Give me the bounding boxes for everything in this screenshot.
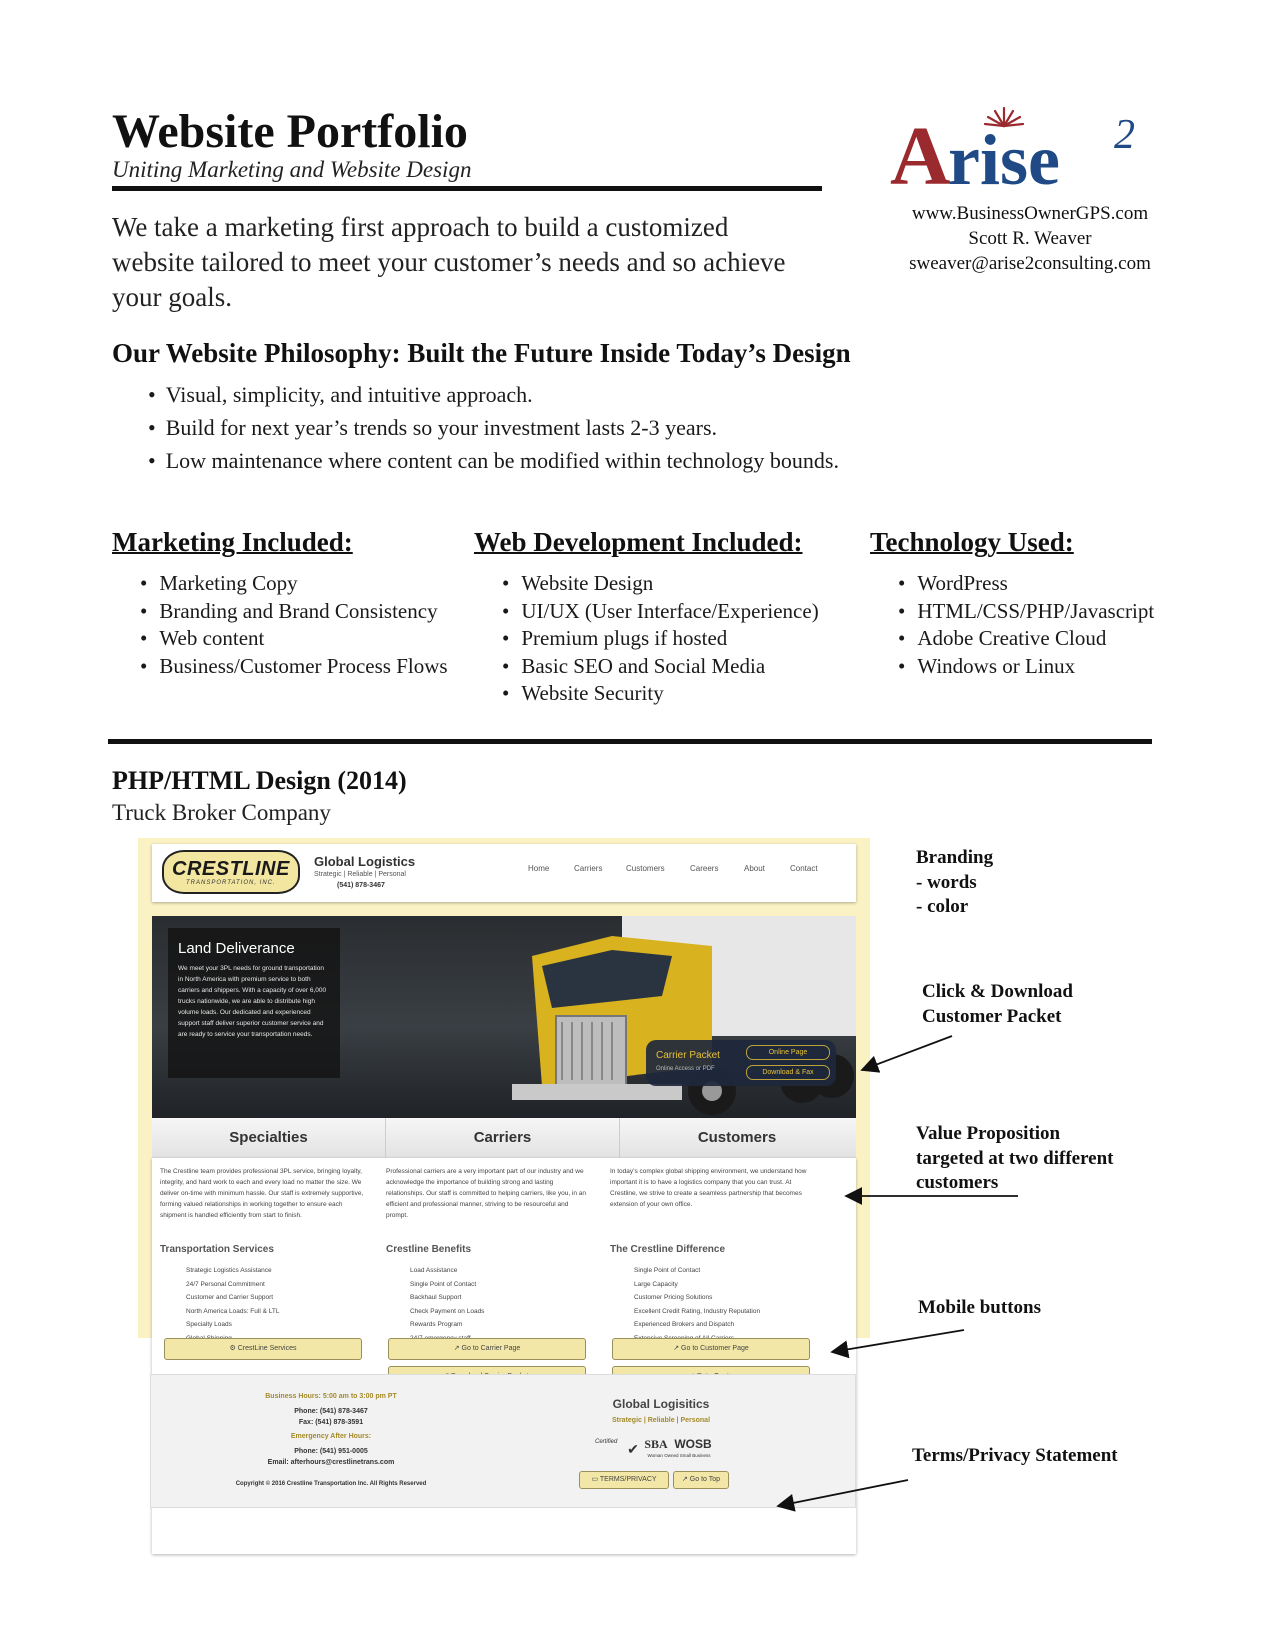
list-item: Excellent Credit Rating, Industry Reputation (634, 1307, 761, 1315)
annotation-terms: Terms/Privacy Statement (912, 1445, 1118, 1466)
packet-title: Carrier Packet (656, 1050, 720, 1061)
list-item: Specialty Loads (186, 1321, 232, 1328)
tab-customers[interactable]: Customers (697, 1129, 777, 1146)
wosb-sub-label: Woman Owned Small Business (647, 1453, 711, 1458)
list-item: • Windows or Linux (898, 653, 1154, 681)
list-item: • Low maintenance where content can be modified within technology bounds. (148, 444, 839, 477)
list-item: • HTML/CSS/PHP/Javascript (898, 598, 1154, 626)
hero-body: We meet your 3PL needs for ground transportation in North America with premium service to both carriers and shippers. With a capacity of over 6,000 trucks nationwide, we are able to distribute high volume loads. Our dedicated and experienced support staff deliver superior customer service and are ready to service your transportation needs. (178, 965, 327, 1038)
terms-privacy-button[interactable]: ▭ TERMS/PRIVACY (579, 1471, 669, 1489)
list-item: • UI/UX (User Interface/Experience) (502, 598, 819, 626)
list-item: Customer Pricing Solutions (634, 1294, 713, 1301)
hero-title: Land Deliverance (178, 940, 295, 957)
contact-name: Scott R. Weaver (968, 228, 1092, 249)
customers-text: In today’s complex global shipping environment, we understand how important it is to have a logistics company that you can trust. At Crestline, we strive to create a seamless partnership that becomes extension of your own office. (610, 1168, 807, 1208)
footer-copyright: Copyright © 2016 Crestline Transportation Inc. All Rights Reserved (235, 1481, 427, 1487)
list-item: Strategic Logistics Assistance (186, 1267, 272, 1274)
page-subtitle: Uniting Marketing and Website Design (112, 157, 472, 182)
external-link-icon: ↗ (453, 1345, 462, 1352)
list-item: • Website Design (502, 570, 819, 598)
customer-page-button[interactable]: ↗ Go to Customer Page (612, 1338, 810, 1360)
list-item: Single Point of Contact (410, 1280, 477, 1288)
webdev-heading: Web Development Included: (474, 527, 803, 557)
annotation-value-proposition: Value Proposition targeted at two different customers (916, 1123, 1114, 1193)
footer-emergency-label: Emergency After Hours: (290, 1433, 372, 1440)
annotation-mobile-buttons: Mobile buttons (918, 1297, 1041, 1318)
link-icon: ⚙ (229, 1345, 238, 1352)
wosb-label: WOSB (674, 1437, 712, 1451)
list-item: Rewards Program (410, 1321, 463, 1328)
philosophy-heading: Our Website Philosophy: Built the Future Inside Today’s Design (112, 338, 851, 368)
technology-heading: Technology Used: (870, 527, 1074, 557)
specialties-text: The Crestline team provides professional 3PL service, bringing loyalty, integrity, and hard work to each and every load no matter the size. We deliver on-time with minimum hassle. Our staff is extremely supportive, forming valued relationships in working together to ensure each shipment is handled efficiently from start to finish. (160, 1168, 364, 1219)
external-link-icon: ↗ (681, 1476, 690, 1483)
download-fax-button[interactable]: Download & Fax (746, 1065, 830, 1080)
crestline-services-button[interactable]: ⚙ CrestLine Services (164, 1338, 362, 1360)
list-item: • Build for next year’s trends so your investment lasts 2-3 years. (148, 411, 839, 444)
sba-label: SBA (644, 1437, 668, 1451)
list-item: • Adobe Creative Cloud (898, 625, 1154, 653)
list-item: • Marketing Copy (140, 570, 448, 598)
footer-emergency-phone: Phone: (541) 951-0005 (294, 1448, 368, 1455)
nav-home[interactable]: Home (528, 864, 550, 873)
tab-carriers[interactable]: Carriers (386, 1118, 620, 1158)
certified-label: Certified (595, 1439, 618, 1445)
list-item: Check Payment on Loads (410, 1307, 485, 1315)
list-item: Backhaul Support (410, 1294, 462, 1301)
carriers-text: Professional carriers are a very important part of our industry and we acknowledge the importance of building strong and lasting relationships. Our staff is committed to helping carriers, like you, in an efficient and professional manner, striving to be resourceful and prompt. (386, 1168, 587, 1219)
list-item: Single Point of Contact (634, 1267, 701, 1274)
project-heading: PHP/HTML Design (2014) (112, 766, 407, 795)
annotation-download: Click & Download Customer Packet (922, 981, 1073, 1027)
footer-fax: Fax: (541) 878-3591 (298, 1419, 364, 1426)
logo-letters-rise: rise (948, 120, 1060, 200)
checkmark-icon: ✔ (627, 1441, 639, 1457)
list-item: • Visual, simplicity, and intuitive approach. (148, 378, 839, 411)
footer-hours: Business Hours: 5:00 am to 3:00 pm PT (265, 1393, 397, 1400)
list-item: Customer and Carrier Support (186, 1294, 274, 1301)
list-item: Experienced Brokers and Dispatch (634, 1321, 735, 1328)
difference-heading: The Crestline Difference (610, 1244, 726, 1255)
list-item: Large Capacity (634, 1280, 678, 1288)
contact-website[interactable]: www.BusinessOwnerGPS.com (911, 203, 1149, 224)
marketing-heading: Marketing Included: (112, 527, 353, 557)
list-item: • Branding and Brand Consistency (140, 598, 448, 626)
footer-phone: Phone: (541) 878-3467 (294, 1408, 368, 1415)
footer-emergency-email[interactable]: Email: afterhours@crestlinetrans.com (267, 1459, 395, 1466)
benefits-heading: Crestline Benefits (386, 1244, 472, 1255)
footer-brand-title: Global Logisitics (612, 1397, 710, 1411)
annotation-branding: Branding - words - color (916, 847, 994, 917)
list-item: 24/7 Personal Commitment (186, 1280, 265, 1288)
go-to-top-button[interactable]: ↗ Go to Top (673, 1471, 729, 1489)
site-brand-title: Global Logistics (314, 854, 416, 869)
list-item: • WordPress (898, 570, 1154, 598)
nav-carriers[interactable]: Carriers (574, 864, 603, 873)
card-icon: ▭ (591, 1476, 600, 1483)
tab-specialties[interactable]: Specialties (152, 1118, 386, 1158)
logo-superscript: 2 (1114, 112, 1135, 158)
list-item: • Business/Customer Process Flows (140, 653, 448, 681)
list-item: • Basic SEO and Social Media (502, 653, 819, 681)
intro-paragraph: We take a marketing first approach to build a customized website tailored to meet your customer’s needs and so achieve your goals. (112, 212, 786, 312)
page-title: Website Portfolio (112, 105, 468, 158)
site-brand-tagline: Strategic | Reliable | Personal (314, 871, 406, 878)
project-subheading: Truck Broker Company (112, 800, 331, 825)
list-item: • Website Security (502, 680, 819, 708)
nav-about[interactable]: About (744, 864, 765, 873)
packet-subtitle: Online Access or PDF (656, 1066, 715, 1072)
contact-email[interactable]: sweaver@arise2consulting.com (909, 253, 1151, 274)
list-item: North America Loads: Full & LTL (186, 1307, 280, 1315)
site-phone: (541) 878-3467 (337, 882, 385, 889)
list-item: • Premium plugs if hosted (502, 625, 819, 653)
nav-customers[interactable]: Customers (626, 864, 665, 873)
carrier-page-button[interactable]: ↗ Go to Carrier Page (388, 1338, 586, 1360)
arrow-mobile (832, 1330, 964, 1352)
footer-brand-tagline: Strategic | Reliable | Personal (611, 1417, 711, 1424)
nav-careers[interactable]: Careers (690, 864, 719, 873)
external-link-icon: ↗ (673, 1345, 682, 1352)
crestline-logo[interactable]: CRESTLINE TRANSPORTATION, INC. (162, 850, 300, 894)
transport-services-heading: Transportation Services (160, 1244, 274, 1255)
arrow-terms (778, 1480, 908, 1506)
list-item: • Web content (140, 625, 448, 653)
online-page-button[interactable]: Online Page (746, 1045, 830, 1060)
logo-letter-a: A (890, 110, 951, 203)
arrow-download (862, 1036, 952, 1070)
nav-contact[interactable]: Contact (790, 864, 818, 873)
list-item: Load Assistance (410, 1267, 458, 1274)
